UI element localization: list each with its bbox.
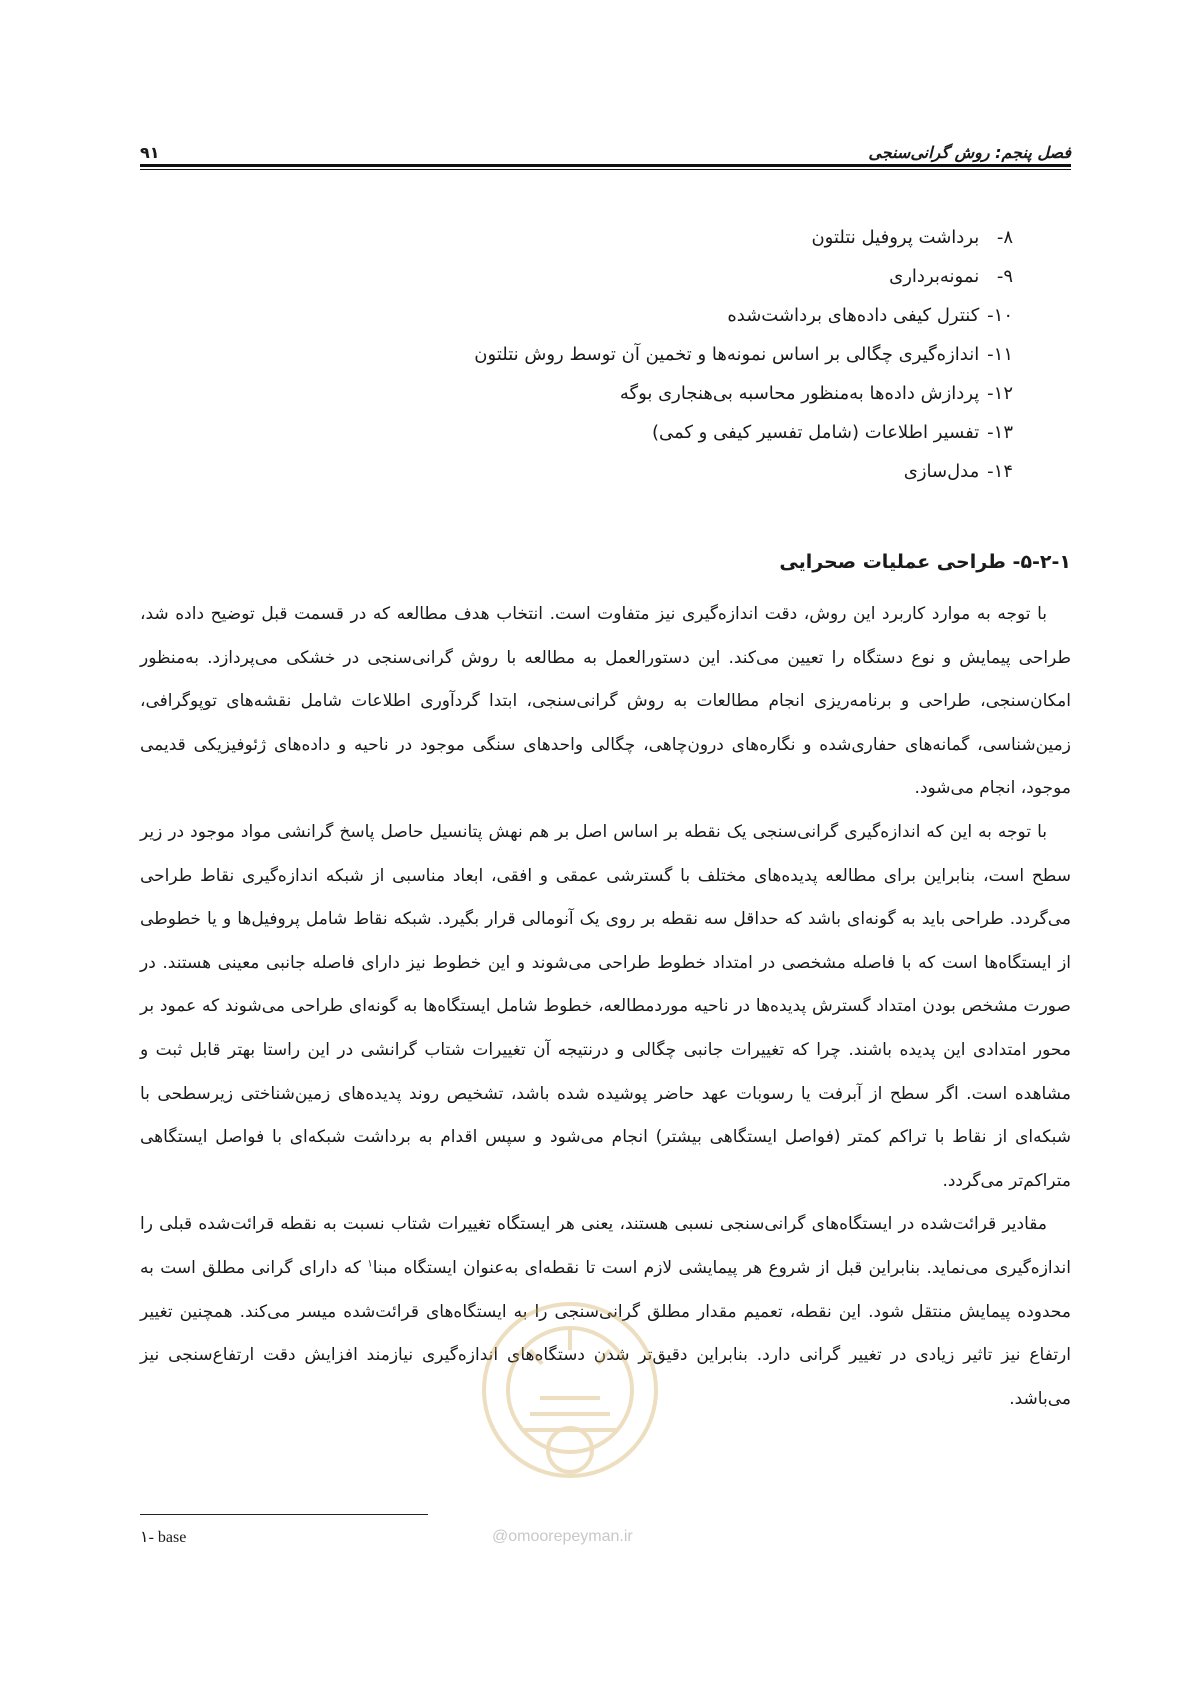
list-item-text: مدل‌سازی [903,461,980,482]
watermark-text: @omoorepeyman.ir [492,1528,633,1545]
page-number: ۹۱ [140,143,160,162]
list-item [233,452,1013,491]
header-rule [140,164,1071,170]
footnote-reference: ۱ [367,1258,373,1270]
list-item-text: اندازه‌گیری چگالی بر اساس نمونه‌ها و تخمین آن توسط روش نتلتون [474,344,980,365]
paragraph-text: با توجه به این که اندازه‌گیری گرانی‌سنجی یک نقطه بر اساس اصل بر هم نهش پتانسیل حاصل پاسخ گرانشی مواد موجود در زیر سطح است، بنابراین برای مطالعه پدیده‌های مختلف با گسترشی عمقی و افقی، ابعاد مناسبی از شبکه اندازه‌گیری نقاط طراحی می‌گردد. طراحی باید به گونه‌ای باشد که حداقل سه نقطه بر روی یک آنومالی قرار بگیرد. شبکه نقاط شامل پروفیل‌ها و یا خطوطی از ایستگاه‌ها است که با فاصله مشخصی در امتداد خطوط طراحی می‌شوند و این خطوط نیز دارای فاصله جانبی معینی هستند. در صورت مشخص بودن امتداد گسترش پدیده‌ها در ناحیه موردمطالعه، خطوط شامل ایستگاه‌ها به گونه‌ای طراحی می‌شوند که عمود بر محور امتدادی این پدیده باشند. چرا که تغییرات جانبی چگالی و درنتیجه آن تغییرات شتاب گرانشی در این راستا بهتر قابل ثبت و مشاهده است. اگر سطح از آبرفت یا رسوبات عهد حاضر پوشیده شده باشد، تشخیص روند پدیده‌های زمین‌شناختی زیرسطحی با شبکه‌ای از نقاط با تراکم کمتر (فواصل ایستگاهی بیشتر) انجام می‌شود و سپس اقدام به برداشت شبکه‌ای با فواصل ایستگاهی متراکم‌تر می‌گردد. [140,821,1071,1191]
paragraph-text: مقادیر قرائت‌شده در ایستگاه‌های گرانی‌سنجی نسبی هستند، یعنی هر ایستگاه تغییرات شتاب نسبت به نقطه قرائت‌شده قبلی را اندازه‌گیری می‌نماید. بنابراین قبل از شروع هر پیمایشی لازم است تا نقطه‌ای به‌عنوان ایستگاه مبنا [140,1214,1072,1278]
chapter-title: فصل پنجم: روش گرانی‌سنجی [868,143,1071,162]
steps-list [233,218,1013,491]
list-item-number: ۱۰- [987,305,1013,326]
list-item-text: کنترل کیفی داده‌های برداشت‌شده [727,305,980,326]
list-item-number: ۱۱- [987,344,1013,365]
section-heading: ۵-۲-۱- طراحی عملیات صحرایی [779,551,1071,573]
list-item-number: ۱۳- [987,422,1013,443]
list-item-text: پردازش داده‌ها به‌منظور محاسبه بی‌هنجاری بوگه [619,383,980,404]
paragraph-text: با توجه به موارد کاربرد این روش، دقت اندازه‌گیری نیز متفاوت است. انتخاب هدف مطالعه که در قسمت قبل توضیح داده شد، طراحی پیمایش و نوع دستگاه را تعیین می‌کند. این دستورالعمل به مطالعه با روش گرانی‌سنجی در خشکی می‌پردازد. به‌منظور امکان‌سنجی، طراحی و برنامه‌ریزی انجام مطالعات به روش گرانی‌سنجی، ابتدا گردآوری اطلاعات شامل نقشه‌های توپوگرافی، زمین‌شناسی، گمانه‌های حفاری‌شده و نگاره‌های درون‌چاهی، چگالی واحدهای سنگی موجود در ناحیه و داده‌های ژئوفیزیکی قدیمی موجود، انجام می‌شود. [140,604,1071,799]
list-item [233,374,1013,413]
list-item [233,296,1013,335]
list-item [233,218,1013,257]
watermark-seal [470,1290,670,1510]
list-item-number: ۱۲- [987,383,1013,404]
list-item-text: نمونه‌برداری [889,266,980,287]
paragraph [140,811,1071,1203]
footnote: ۱- base [140,1529,187,1546]
list-item-text: تفسیر اطلاعات (شامل تفسیر کیفی و کمی) [651,422,980,443]
list-item-number: ۱۴- [987,461,1013,482]
page-header [140,128,1071,162]
paragraph [140,593,1071,811]
list-item-text: برداشت پروفیل نتلتون [811,227,980,248]
list-item-number: ۹- [996,266,1013,287]
list-item [233,257,1013,296]
footnote-rule [140,1514,428,1515]
paragraph-text: که دارای گرانی مطلق است به محدوده پیمایش منتقل شود. این نقطه، تعمیم مقدار مطلق گرانی‌سنجی را به ایستگاه‌های قرائت‌شده میسر می‌کند. همچنین تغییر ارتفاع نیز تاثیر زیادی در تغییر گرانی دارد. بنابراین دقیق‌تر شدن دستگاه‌های اندازه‌گیری نیازمند افزایش دقت ارتفاع‌سنجی نیز می‌باشد. [140,1257,1071,1409]
list-item [233,413,1013,452]
list-item [233,335,1013,374]
list-item-number: ۸- [996,227,1013,248]
